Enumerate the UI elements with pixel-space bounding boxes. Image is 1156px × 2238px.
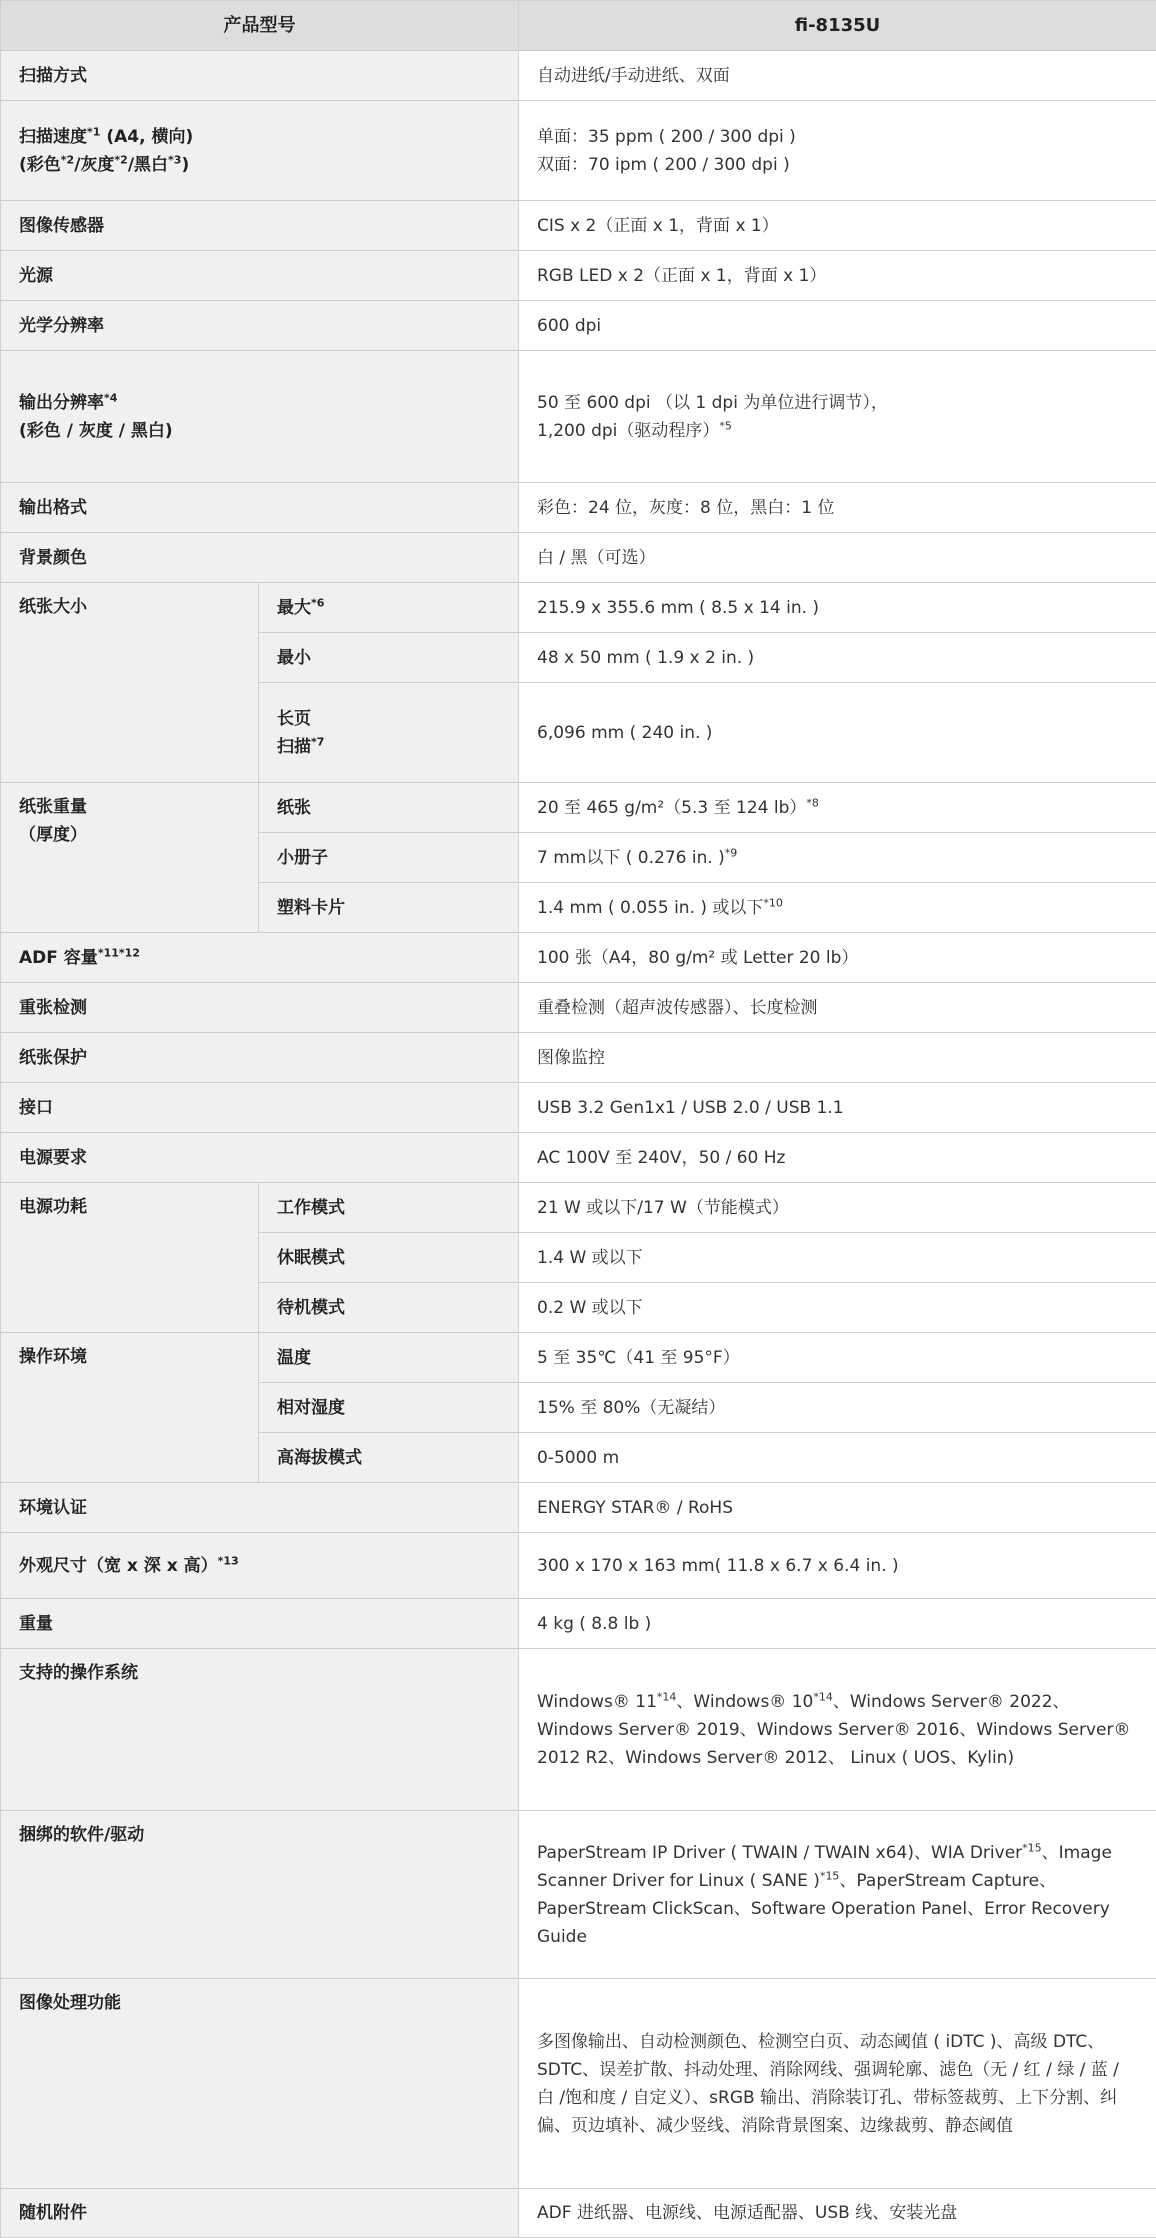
footnote-ref: *15 bbox=[820, 1869, 840, 1882]
os-text-3: 、Windows Server® 2022、Windows Server® 2019、Windows Server® 2016、Windows Server® 2012 R2、Windows Server® 2012、 Linux ( UOS、Kylin) bbox=[537, 1692, 1130, 1768]
paper-weight-label-text: 纸张重量 bbox=[19, 797, 87, 817]
footnote-ref: *13 bbox=[218, 1554, 239, 1567]
scan-speed-simplex: 单面：35 ppm ( 200 / 300 dpi ) bbox=[537, 127, 796, 147]
row-paper-weight-paper bbox=[1, 783, 1156, 833]
footnote-ref: *11*12 bbox=[98, 946, 140, 959]
row-power-operating bbox=[1, 1183, 1156, 1233]
adf-capacity-value: 100 张（A4，80 g/m² 或 Letter 20 lb） bbox=[519, 933, 1156, 983]
power-sleep-value: 1.4 W 或以下 bbox=[519, 1233, 1156, 1283]
output-resolution-driver: 1,200 dpi（驱动程序） bbox=[537, 421, 719, 441]
footnote-ref: *5 bbox=[719, 419, 732, 432]
power-operating-label: 工作模式 bbox=[259, 1183, 519, 1233]
environment-label: 操作环境 bbox=[1, 1333, 259, 1483]
row-image-sensor bbox=[1, 201, 1156, 251]
image-sensor-value: CIS x 2（正面 x 1，背面 x 1） bbox=[519, 201, 1156, 251]
footnote-ref: *6 bbox=[311, 596, 324, 609]
image-processing-value: 多图像输出、自动检测颜色、检测空白页、动态阈值 ( iDTC )、高级 DTC、SDTC、误差扩散、抖动处理、消除网线、强调轮廓、滤色（无 / 红 / 绿 / 蓝 / 白 /饱和度 / 自定义）、sRGB 输出、消除装订孔、带标签裁剪、上下分割、纠偏、页边填补、减少竖线、消除背景图案、边缘裁剪、静态阈值 bbox=[519, 1979, 1156, 2189]
scan-speed-close: ) bbox=[181, 155, 189, 175]
paper-weight-label bbox=[1, 783, 259, 933]
light-source-value: RGB LED x 2（正面 x 1，背面 x 1） bbox=[519, 251, 1156, 301]
dimensions-label bbox=[1, 1533, 519, 1599]
row-scan-method bbox=[1, 51, 1156, 101]
footnote-ref: *9 bbox=[725, 846, 738, 859]
footnote-ref: *2 bbox=[114, 153, 127, 166]
accessories-value: ADF 进纸器、电源线、电源适配器、USB 线、安装光盘 bbox=[519, 2189, 1156, 2238]
paper-size-label: 纸张大小 bbox=[1, 583, 259, 783]
footnote-ref: *14 bbox=[813, 1690, 833, 1703]
paper-size-max-label bbox=[259, 583, 519, 633]
paper-weight-card-label: 塑料卡片 bbox=[259, 883, 519, 933]
row-accessories bbox=[1, 2189, 1156, 2238]
footnote-ref: *4 bbox=[104, 391, 117, 404]
os-text-2: 、Windows® 10 bbox=[676, 1692, 813, 1712]
row-weight bbox=[1, 1599, 1156, 1649]
footnote-ref: *1 bbox=[87, 125, 100, 138]
env-altitude-value: 0-5000 m bbox=[519, 1433, 1156, 1483]
scan-speed-label bbox=[1, 101, 519, 201]
header-model-value: fi-8135U bbox=[519, 1, 1156, 51]
header-model-label: 产品型号 bbox=[1, 1, 519, 51]
row-adf-capacity bbox=[1, 933, 1156, 983]
scan-speed-bw: /黑白 bbox=[128, 155, 168, 175]
os-label: 支持的操作系统 bbox=[1, 1649, 519, 1811]
header-row bbox=[1, 1, 1156, 51]
background-color-label: 背景颜色 bbox=[1, 533, 519, 583]
power-requirement-value: AC 100V 至 240V，50 / 60 Hz bbox=[519, 1133, 1156, 1183]
scan-speed-label-rest: (A4, 横向) bbox=[100, 127, 193, 147]
row-dimensions bbox=[1, 1533, 1156, 1599]
row-output-resolution bbox=[1, 351, 1156, 483]
paper-size-long-label bbox=[259, 683, 519, 783]
paper-weight-paper-label: 纸张 bbox=[259, 783, 519, 833]
env-temperature-value: 5 至 35℃（41 至 95°F） bbox=[519, 1333, 1156, 1383]
output-resolution-label-text: 输出分辨率 bbox=[19, 393, 104, 413]
scan-speed-value bbox=[519, 101, 1156, 201]
row-image-processing bbox=[1, 1979, 1156, 2189]
adf-capacity-label bbox=[1, 933, 519, 983]
row-os bbox=[1, 1649, 1156, 1811]
software-value bbox=[519, 1811, 1156, 1979]
scan-speed-gray: /灰度 bbox=[74, 155, 114, 175]
paper-protection-value: 图像监控 bbox=[519, 1033, 1156, 1083]
footnote-ref: *10 bbox=[763, 896, 783, 909]
interface-label: 接口 bbox=[1, 1083, 519, 1133]
paper-size-long-text1: 长页 bbox=[277, 709, 311, 729]
scan-method-label: 扫描方式 bbox=[1, 51, 519, 101]
footnote-ref: *7 bbox=[311, 735, 324, 748]
row-output-format bbox=[1, 483, 1156, 533]
footnote-ref: *2 bbox=[61, 153, 74, 166]
row-background-color bbox=[1, 533, 1156, 583]
row-software bbox=[1, 1811, 1156, 1979]
power-standby-label: 待机模式 bbox=[259, 1283, 519, 1333]
paper-weight-booklet-label: 小册子 bbox=[259, 833, 519, 883]
multifeed-label: 重张检测 bbox=[1, 983, 519, 1033]
output-resolution-range: 50 至 600 dpi （以 1 dpi 为单位进行调节）， bbox=[537, 393, 888, 413]
paper-weight-paper-text: 20 至 465 g/m²（5.3 至 124 lb） bbox=[537, 798, 806, 818]
software-label: 捆绑的软件/驱动 bbox=[1, 1811, 519, 1979]
row-paper-protection bbox=[1, 1033, 1156, 1083]
footnote-ref: *15 bbox=[1022, 1841, 1042, 1854]
scan-speed-color: (彩色 bbox=[19, 155, 61, 175]
row-env-temperature bbox=[1, 1333, 1156, 1383]
row-interface bbox=[1, 1083, 1156, 1133]
certification-label: 环境认证 bbox=[1, 1483, 519, 1533]
row-light-source bbox=[1, 251, 1156, 301]
output-format-label: 输出格式 bbox=[1, 483, 519, 533]
software-text-2: 、Image Scanner Driver for Linux ( SANE ) bbox=[537, 1843, 1112, 1891]
certification-value: ENERGY STAR® / RoHS bbox=[519, 1483, 1156, 1533]
os-value bbox=[519, 1649, 1156, 1811]
light-source-label: 光源 bbox=[1, 251, 519, 301]
row-multifeed bbox=[1, 983, 1156, 1033]
background-color-value: 白 / 黑（可选） bbox=[519, 533, 1156, 583]
power-standby-value: 0.2 W 或以下 bbox=[519, 1283, 1156, 1333]
power-consumption-label: 电源功耗 bbox=[1, 1183, 259, 1333]
env-humidity-value: 15% 至 80%（无凝结） bbox=[519, 1383, 1156, 1433]
paper-weight-card-text: 1.4 mm ( 0.055 in. ) 或以下 bbox=[537, 898, 763, 918]
footnote-ref: *14 bbox=[657, 1690, 677, 1703]
paper-size-max-value: 215.9 x 355.6 mm ( 8.5 x 14 in. ) bbox=[519, 583, 1156, 633]
weight-label: 重量 bbox=[1, 1599, 519, 1649]
paper-weight-card-value bbox=[519, 883, 1156, 933]
row-scan-speed bbox=[1, 101, 1156, 201]
paper-weight-booklet-value bbox=[519, 833, 1156, 883]
scan-speed-label-text: 扫描速度 bbox=[19, 127, 87, 147]
env-humidity-label: 相对湿度 bbox=[259, 1383, 519, 1433]
os-text-1: Windows® 11 bbox=[537, 1692, 657, 1712]
output-resolution-label bbox=[1, 351, 519, 483]
image-sensor-label: 图像传感器 bbox=[1, 201, 519, 251]
paper-weight-thickness: （厚度） bbox=[19, 825, 87, 845]
optical-resolution-value: 600 dpi bbox=[519, 301, 1156, 351]
interface-value: USB 3.2 Gen1x1 / USB 2.0 / USB 1.1 bbox=[519, 1083, 1156, 1133]
scan-speed-duplex: 双面：70 ipm ( 200 / 300 dpi ) bbox=[537, 155, 790, 175]
env-temperature-label: 温度 bbox=[259, 1333, 519, 1383]
power-sleep-label: 休眠模式 bbox=[259, 1233, 519, 1283]
image-processing-label: 图像处理功能 bbox=[1, 1979, 519, 2189]
multifeed-value: 重叠检测（超声波传感器）、长度检测 bbox=[519, 983, 1156, 1033]
paper-size-long-value: 6,096 mm ( 240 in. ) bbox=[519, 683, 1156, 783]
output-resolution-modes: (彩色 / 灰度 / 黑白) bbox=[19, 421, 173, 441]
footnote-ref: *3 bbox=[168, 153, 181, 166]
optical-resolution-label: 光学分辨率 bbox=[1, 301, 519, 351]
footnote-ref: *8 bbox=[806, 796, 819, 809]
row-optical-resolution bbox=[1, 301, 1156, 351]
row-certification bbox=[1, 1483, 1156, 1533]
software-text-3: 、PaperStream Capture、PaperStream ClickScan、Software Operation Panel、Error Recovery Guide bbox=[537, 1871, 1110, 1947]
row-paper-size-max bbox=[1, 583, 1156, 633]
paper-size-max-text: 最大 bbox=[277, 598, 311, 618]
paper-size-min-label: 最小 bbox=[259, 633, 519, 683]
paper-weight-booklet-text: 7 mm以下 ( 0.276 in. ) bbox=[537, 848, 725, 868]
dimensions-value: 300 x 170 x 163 mm( 11.8 x 6.7 x 6.4 in. ) bbox=[519, 1533, 1156, 1599]
accessories-label: 随机附件 bbox=[1, 2189, 519, 2238]
power-requirement-label: 电源要求 bbox=[1, 1133, 519, 1183]
output-resolution-value bbox=[519, 351, 1156, 483]
paper-protection-label: 纸张保护 bbox=[1, 1033, 519, 1083]
paper-size-min-value: 48 x 50 mm ( 1.9 x 2 in. ) bbox=[519, 633, 1156, 683]
scan-method-value: 自动进纸/手动进纸、双面 bbox=[519, 51, 1156, 101]
dimensions-text: 外观尺寸（宽 x 深 x 高） bbox=[19, 1556, 218, 1576]
output-format-value: 彩色：24 位，灰度：8 位，黑白：1 位 bbox=[519, 483, 1156, 533]
env-altitude-label: 高海拔模式 bbox=[259, 1433, 519, 1483]
power-operating-value: 21 W 或以下/17 W（节能模式） bbox=[519, 1183, 1156, 1233]
paper-weight-paper-value bbox=[519, 783, 1156, 833]
row-power-requirement bbox=[1, 1133, 1156, 1183]
paper-size-long-text2: 扫描 bbox=[277, 737, 311, 757]
weight-value: 4 kg ( 8.8 lb ) bbox=[519, 1599, 1156, 1649]
software-text-1: PaperStream IP Driver ( TWAIN / TWAIN x64)、WIA Driver bbox=[537, 1843, 1022, 1863]
adf-capacity-text: ADF 容量 bbox=[19, 948, 98, 968]
